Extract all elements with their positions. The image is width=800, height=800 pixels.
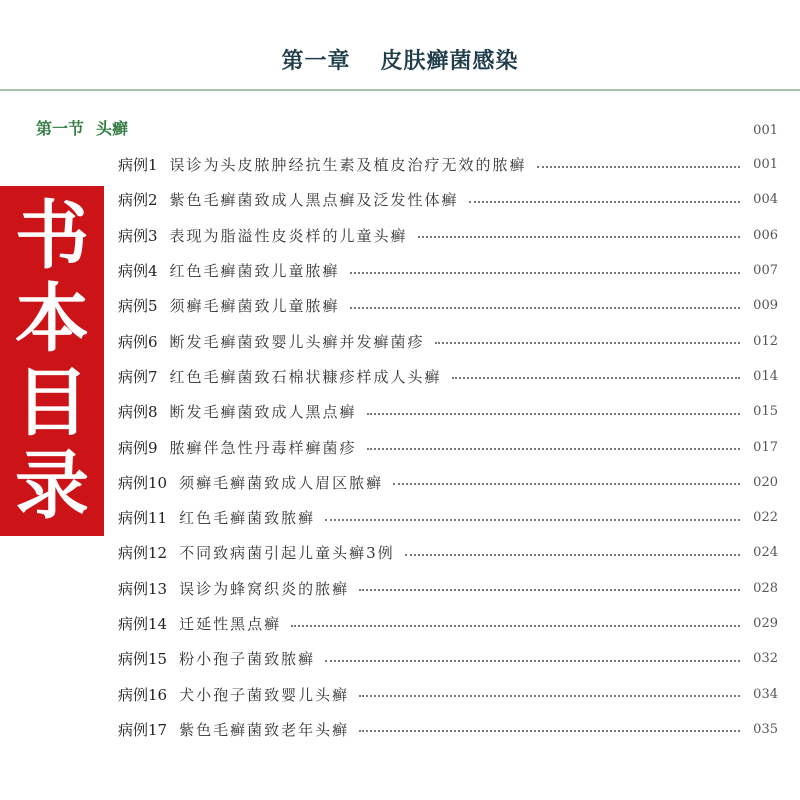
section-title: 头癣 xyxy=(96,119,129,138)
toc-entry[interactable] xyxy=(118,182,778,217)
case-label: 病例9 xyxy=(118,438,158,457)
toc-entry[interactable] xyxy=(118,253,778,288)
case-title: 犬小孢子菌致婴儿头癣 xyxy=(179,685,350,704)
page-number: 012 xyxy=(753,333,778,349)
case-label: 病例4 xyxy=(118,262,158,281)
dot-leader xyxy=(418,236,740,238)
section-page-number: 001 xyxy=(753,123,778,138)
toc-entry[interactable] xyxy=(118,712,778,747)
dot-leader xyxy=(359,589,740,591)
dot-leader xyxy=(367,448,740,450)
toc-entry[interactable] xyxy=(118,323,778,358)
section-number: 第一节 xyxy=(36,119,85,138)
dot-leader xyxy=(537,166,740,168)
chapter-title xyxy=(0,44,800,75)
page-number: 022 xyxy=(753,510,778,526)
case-label: 病例15 xyxy=(118,650,168,669)
dot-leader xyxy=(393,483,740,485)
banner-char: 本 xyxy=(15,276,89,363)
toc-entry[interactable] xyxy=(118,429,778,464)
toc-entry[interactable] xyxy=(118,359,778,394)
toc-entry[interactable] xyxy=(118,676,778,711)
page-number: 034 xyxy=(753,686,778,702)
banner-char: 目 xyxy=(15,359,89,446)
page-number: 028 xyxy=(753,580,778,596)
case-label: 病例5 xyxy=(118,297,158,316)
case-title: 断发毛癣菌致成人黑点癣 xyxy=(169,403,357,422)
dot-leader xyxy=(325,660,740,662)
case-title: 紫色毛癣菌致成人黑点癣及泛发性体癣 xyxy=(169,191,459,210)
page-number: 017 xyxy=(753,439,778,455)
case-label: 病例8 xyxy=(118,403,158,422)
case-title: 断发毛癣菌致婴儿头癣并发癣菌疹 xyxy=(169,332,425,351)
toc-entry[interactable] xyxy=(118,465,778,500)
case-title: 红色毛癣菌致脓癣 xyxy=(179,509,316,528)
case-title: 紫色毛癣菌致老年头癣 xyxy=(179,720,350,739)
toc-entry-list xyxy=(118,147,778,747)
case-title: 表现为脂溢性皮炎样的儿童头癣 xyxy=(169,226,408,245)
dot-leader xyxy=(325,519,740,521)
case-label: 病例14 xyxy=(118,615,168,633)
case-label: 病例2 xyxy=(118,191,158,210)
page-number: 020 xyxy=(753,474,778,490)
page-number: 035 xyxy=(753,721,778,737)
banner-char: 书 xyxy=(15,192,89,279)
toc-entry[interactable] xyxy=(118,606,778,641)
case-label: 病例7 xyxy=(118,367,158,386)
dot-leader xyxy=(405,554,740,556)
toc-entry[interactable] xyxy=(118,218,778,253)
case-label: 病例1 xyxy=(118,156,158,175)
toc-entry[interactable] xyxy=(118,394,778,429)
dot-leader xyxy=(469,201,740,203)
page-number: 004 xyxy=(753,192,778,208)
toc-entry[interactable] xyxy=(118,571,778,606)
case-title: 红色毛癣菌致石棉状糠疹样成人头癣 xyxy=(169,367,442,386)
case-label: 病例13 xyxy=(118,579,168,598)
chapter-divider xyxy=(0,89,800,91)
page-number: 015 xyxy=(753,404,778,420)
page-number: 032 xyxy=(753,651,778,667)
case-title: 误诊为头皮脓肿经抗生素及植皮治疗无效的脓癣 xyxy=(169,156,527,175)
chapter-name: 皮肤癣菌感染 xyxy=(380,49,519,74)
page-number: 014 xyxy=(753,368,778,384)
toc-entry[interactable] xyxy=(118,500,778,535)
toc-entry[interactable] xyxy=(118,288,778,323)
page-number: 001 xyxy=(753,157,778,173)
dot-leader xyxy=(359,695,740,697)
dot-leader xyxy=(291,625,740,627)
banner-char: 录 xyxy=(15,443,89,530)
page-number: 006 xyxy=(753,227,778,243)
case-title: 不同致病菌引起儿童头癣3例 xyxy=(179,544,395,563)
case-label: 病例17 xyxy=(118,720,168,739)
case-title: 粉小孢子菌致脓癣 xyxy=(179,650,316,669)
case-title: 须癣毛癣菌致儿童脓癣 xyxy=(169,297,340,316)
book-contents-banner xyxy=(0,186,104,536)
case-title: 迁延性黑点癣 xyxy=(179,615,282,633)
dot-leader xyxy=(350,307,740,309)
page-number: 009 xyxy=(753,298,778,314)
case-title: 脓癣伴急性丹毒样癣菌疹 xyxy=(169,438,357,457)
chapter-number: 第一章 xyxy=(281,49,351,74)
case-label: 病例12 xyxy=(118,544,168,563)
page-number: 007 xyxy=(753,263,778,279)
section-heading[interactable] xyxy=(36,116,778,139)
dot-leader xyxy=(452,377,740,379)
case-label: 病例16 xyxy=(118,685,168,704)
case-label: 病例3 xyxy=(118,226,158,245)
dot-leader xyxy=(359,730,740,732)
page-number: 024 xyxy=(753,545,778,561)
dot-leader xyxy=(350,272,740,274)
toc-entry[interactable] xyxy=(118,147,778,182)
case-title: 误诊为蜂窝织炎的脓癣 xyxy=(179,579,350,598)
dot-leader xyxy=(367,413,740,415)
toc-entry[interactable] xyxy=(118,535,778,570)
toc-entry[interactable] xyxy=(118,641,778,676)
case-label: 病例6 xyxy=(118,332,158,351)
case-label: 病例10 xyxy=(118,473,168,492)
case-title: 红色毛癣菌致儿童脓癣 xyxy=(169,262,340,281)
dot-leader xyxy=(435,342,740,344)
case-label: 病例11 xyxy=(118,509,168,528)
case-title: 须癣毛癣菌致成人眉区脓癣 xyxy=(179,473,384,492)
page-number: 029 xyxy=(753,616,778,631)
